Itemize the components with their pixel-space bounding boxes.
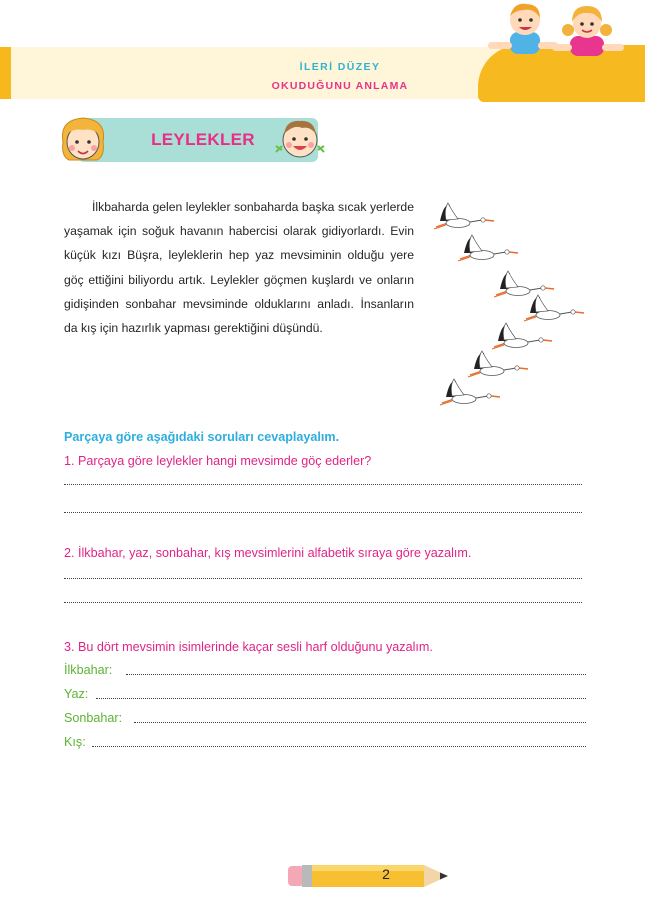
answer-line-2a[interactable]: [64, 578, 582, 579]
reading-passage: [64, 195, 414, 340]
question-3: 3. Bu dört mevsimin isimlerinde kaçar sesli harf olduğunu yazalım.: [64, 640, 433, 654]
kids-illustration: [480, 0, 630, 60]
header-line2: OKUDUĞUNU ANLAMA: [271, 80, 409, 92]
answer-line-sonbahar[interactable]: [134, 722, 586, 723]
question-2: 2. İlkbahar, yaz, sonbahar, kış mevsimlerini alfabetik sıraya göre yazalım.: [64, 546, 472, 560]
page-title: LEYLEKLER: [151, 130, 255, 149]
questions-intro: Parçaya göre aşağıdaki soruları cevaplayalım.: [64, 430, 340, 444]
girl-face-icon: [57, 112, 109, 168]
answer-line-kis[interactable]: [92, 746, 586, 747]
answer-line-1a[interactable]: [64, 484, 582, 485]
reading-paragraph: İlkbaharda gelen leylekler sonbaharda başka sıcak yerlerde yaşamak için soğuk havanın habercisi olarak gidiyorlardı. Evin küçük kızı Büşra, leyleklerin hep yaz mevsiminin olduğu yere göç ettiğini biliyordu artık. Leylekler göçmen kuşlardı ve onların gidişinden sonbahar mevsiminde olduklarını anladı. İnsanların da kış için hazırlık yapması gerektiğini düşündü.: [64, 200, 414, 336]
header-line1: İLERİ DÜZEY: [299, 61, 381, 73]
season-label-kis: Kış:: [64, 735, 86, 749]
season-label-sonbahar: Sonbahar:: [64, 711, 123, 725]
header-left-accent: [0, 47, 11, 99]
season-label-ilkbahar: İlkbahar:: [64, 663, 113, 677]
answer-line-yaz[interactable]: [96, 698, 586, 699]
answer-line-1b[interactable]: [64, 512, 582, 513]
season-label-yaz: Yaz:: [64, 687, 89, 701]
answer-line-ilkbahar[interactable]: [126, 674, 586, 675]
question-1: 1. Parçaya göre leylekler hangi mevsimde göç ederler?: [64, 454, 372, 468]
answer-line-2b[interactable]: [64, 602, 582, 603]
page-number: 2: [382, 866, 390, 882]
stork-flock-illustration: [430, 195, 595, 425]
